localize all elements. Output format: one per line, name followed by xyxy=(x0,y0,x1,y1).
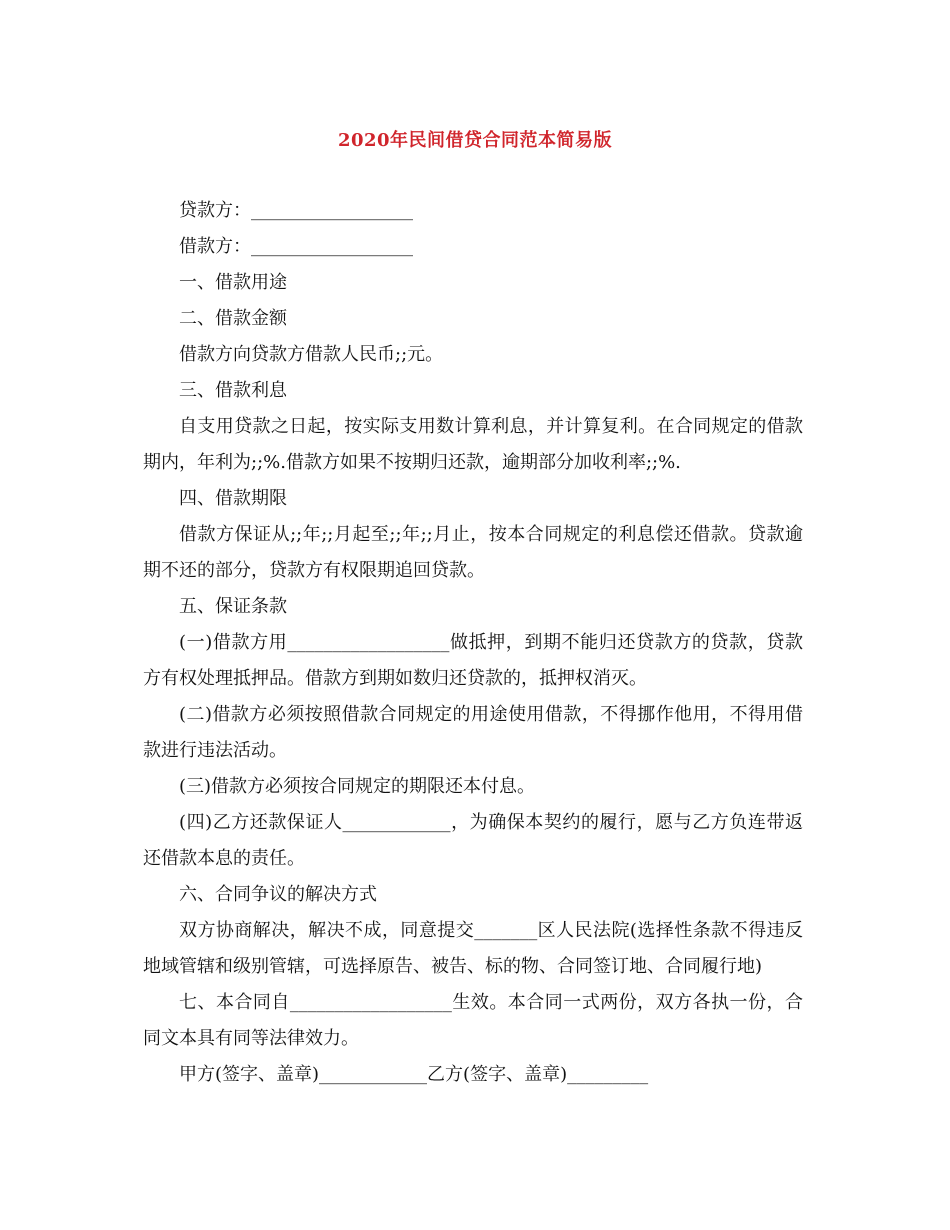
document-title: 2020年民间借贷合同范本简易版 xyxy=(337,130,613,151)
interest-paragraph: 自支用贷款之日起，按实际支用数计算利息，并计算复利。在合同规定的借款期内，年利为;;%.借款方如果不按期归还款，逾期部分加收利率;;%. xyxy=(143,416,803,473)
heading-amount: 二、借款金额 xyxy=(179,308,287,329)
guarantee-clause-2: (二)借款方必须按照借款合同规定的用途使用借款，不得挪作他用，不得用借款进行违法活动。 xyxy=(143,704,803,761)
term-paragraph: 借款方保证从;;年;;月起至;;年;;月止，按本合同规定的利息偿还借款。贷款逾期不还的部分，贷款方有权限期追回贷款。 xyxy=(143,524,803,581)
guarantee-clause-1: (一)借款方用__________________做抵押，到期不能归还贷款方的贷款，贷款方有权处理抵押品。借款方到期如数归还贷款的，抵押权消灭。 xyxy=(143,632,803,689)
heading-purpose: 一、借款用途 xyxy=(179,272,287,293)
heading-dispute: 六、合同争议的解决方式 xyxy=(179,884,377,905)
guarantee-clause-4: (四)乙方还款保证人____________，为确保本契约的履行，愿与乙方负连带返还借款本息的责任。 xyxy=(143,812,803,869)
signature-line: 甲方(签字、盖章)____________乙方(签字、盖章)_________ xyxy=(179,1064,649,1085)
heading-guarantee: 五、保证条款 xyxy=(179,596,287,617)
borrower-line: 借款方：__________________ xyxy=(179,236,413,257)
dispute-paragraph: 双方协商解决，解决不成，同意提交_______区人民法院(选择性条款不得违反地域管辖和级别管辖，可选择原告、被告、标的物、合同签订地、合同履行地) xyxy=(143,920,803,977)
document-body xyxy=(143,193,803,1093)
amount-text: 借款方向贷款方借款人民币;;元。 xyxy=(179,344,444,365)
lender-line: 贷款方：__________________ xyxy=(179,200,413,221)
effect-paragraph: 七、本合同自__________________生效。本合同一式两份，双方各执一份，合同文本具有同等法律效力。 xyxy=(143,992,803,1049)
guarantee-clause-3: (三)借款方必须按合同规定的期限还本付息。 xyxy=(179,776,536,797)
heading-interest: 三、借款利息 xyxy=(179,380,287,401)
heading-term: 四、借款期限 xyxy=(179,488,287,509)
